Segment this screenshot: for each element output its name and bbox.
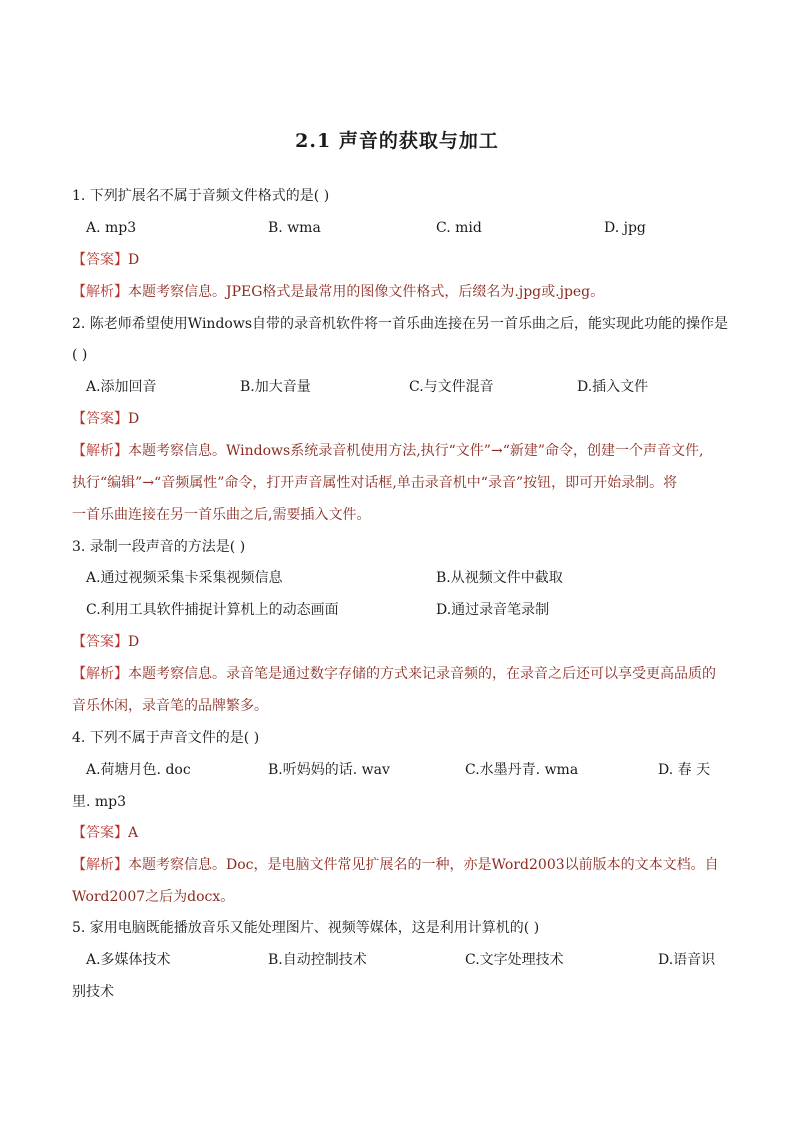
explain-tag: 【解析】 — [72, 857, 128, 873]
question-5-stem: 5. 家用电脑既能播放音乐又能处理图片、视频等媒体，这是利用计算机的( ) — [72, 920, 540, 936]
question-1-option-a: A. mp3 — [86, 220, 137, 236]
question-2-explanation-line2: 执行“编辑”→“音频属性”命令，打开声音属性对话框,单击录音机中“录音”按钮，即可开始录制。将 — [72, 475, 678, 491]
question-2-explanation-line1 — [72, 441, 732, 461]
question-4-option-d-wrap: 里. mp3 — [72, 794, 127, 810]
question-4-explanation-line1 — [72, 855, 732, 875]
question-2-answer — [72, 409, 732, 429]
question-3-answer — [72, 632, 732, 652]
question-4-option-a: A.荷塘月色. doc — [86, 762, 191, 778]
answer-tag: 【答案】 — [72, 825, 128, 841]
answer-value: D — [128, 411, 140, 427]
question-5-option-a: A.多媒体技术 — [86, 952, 171, 968]
question-3-explanation-line2: 音乐休闲，录音笔的品牌繁多。 — [72, 698, 268, 714]
question-3-option-a: A.通过视频采集卡采集视频信息 — [86, 570, 283, 586]
question-3-option-d: D.通过录音笔录制 — [436, 602, 550, 618]
question-3-stem: 3. 录制一段声音的方法是( ) — [72, 539, 246, 555]
answer-tag: 【答案】 — [72, 252, 128, 268]
question-1-explanation — [72, 282, 732, 302]
question-4-option-c: C.水墨丹青. wma — [465, 762, 579, 778]
question-2-option-d: D.插入文件 — [577, 379, 649, 395]
question-4-answer — [72, 823, 732, 843]
question-4-option-b: B.听妈妈的话. wav — [268, 762, 390, 778]
question-4-stem: 4. 下列不属于声音文件的是( ) — [72, 730, 260, 746]
question-2-stem-line1: 2. 陈老师希望使用Windows自带的录音机软件将一首乐曲连接在另一首乐曲之后，能实现此功能的操作是 — [72, 316, 729, 332]
question-3-option-c: C.利用工具软件捕捉计算机上的动态画面 — [86, 602, 339, 618]
question-1-stem: 1. 下列扩展名不属于音频文件格式的是( ) — [72, 188, 330, 204]
question-2-option-b: B.加大音量 — [240, 379, 311, 395]
explain-text: 本题考察信息。Doc，是电脑文件常见扩展名的一种，亦是Word2003以前版本的文本文档。自 — [128, 857, 719, 873]
question-3-explanation-line1 — [72, 664, 732, 684]
question-2-option-c: C.与文件混音 — [409, 379, 494, 395]
question-5-option-d: D.语音识 — [658, 952, 716, 968]
explain-text: 本题考察信息。Windows系统录音机使用方法,执行“文件”→“新建”命令，创建一个声音文件, — [128, 443, 704, 459]
question-5-option-c: C.文字处理技术 — [465, 952, 564, 968]
question-5-option-d-wrap: 别技术 — [72, 984, 114, 1000]
answer-tag: 【答案】 — [72, 634, 128, 650]
answer-value: D — [128, 634, 140, 650]
page-title: 2.1 声音的获取与加工 — [295, 130, 499, 152]
answer-tag: 【答案】 — [72, 411, 128, 427]
question-1-option-b: B. wma — [268, 220, 321, 236]
question-1-answer — [72, 250, 732, 270]
explain-tag: 【解析】 — [72, 666, 128, 682]
question-5-option-b: B.自动控制技术 — [268, 952, 367, 968]
question-1-option-c: C. mid — [436, 220, 482, 236]
explain-text: 本题考察信息。JPEG格式是最常用的图像文件格式，后缀名为.jpg或.jpeg。 — [128, 284, 605, 300]
question-4-option-d: D. 春 天 — [658, 762, 711, 778]
question-2-explanation-line3: 一首乐曲连接在另一首乐曲之后,需要插入文件。 — [72, 507, 371, 523]
answer-value: A — [128, 825, 139, 841]
question-1-option-d: D. jpg — [604, 220, 646, 236]
question-2-stem-line2: ( ) — [72, 347, 88, 363]
explain-tag: 【解析】 — [72, 443, 128, 459]
explain-tag: 【解析】 — [72, 284, 128, 300]
answer-value: D — [128, 252, 140, 268]
question-3-option-b: B.从视频文件中截取 — [436, 570, 563, 586]
question-4-explanation-line2: Word2007之后为docx。 — [72, 889, 235, 905]
question-2-option-a: A.添加回音 — [86, 379, 157, 395]
explain-text: 本题考察信息。录音笔是通过数字存储的方式来记录音频的，在录音之后还可以享受更高品质的 — [128, 666, 716, 682]
